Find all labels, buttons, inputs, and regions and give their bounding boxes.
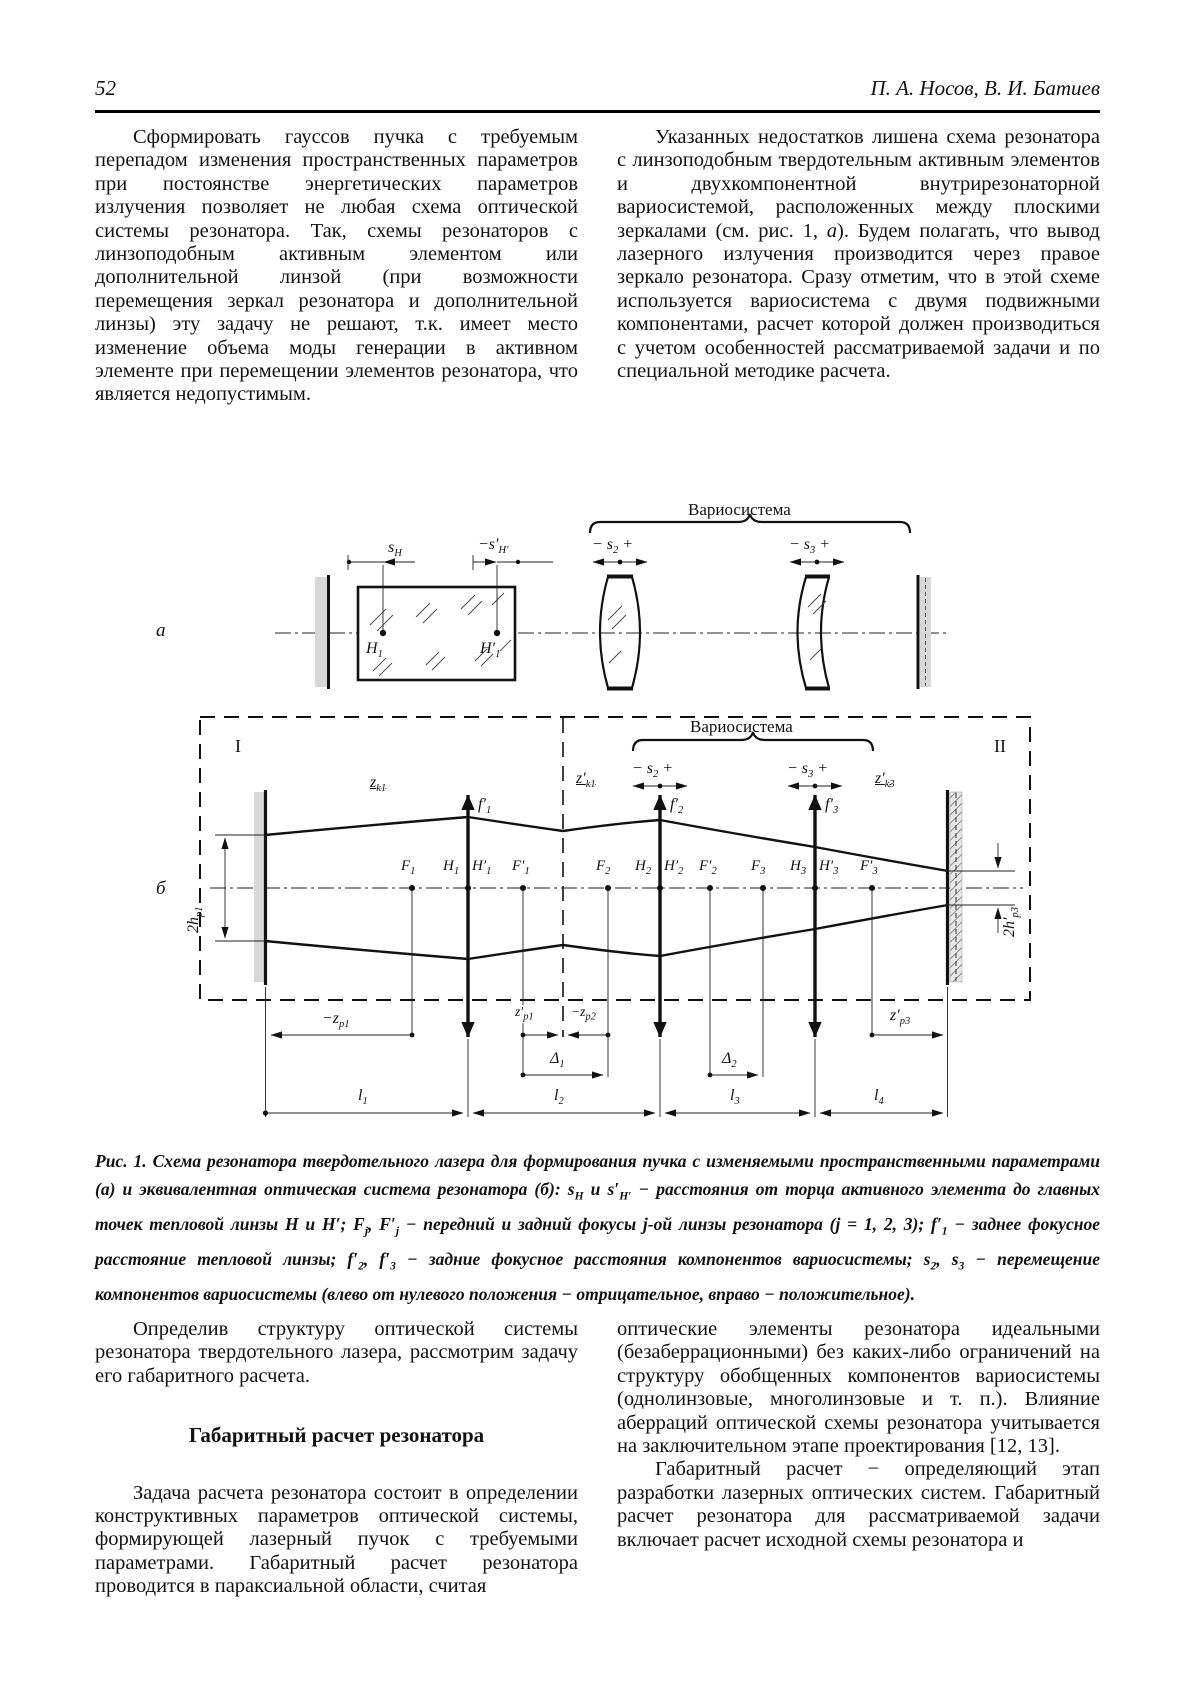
section-column-left xyxy=(95,1318,578,1599)
zp1-label: $-z_{p1}$ xyxy=(322,1010,350,1031)
2hp3-label: $2h'_{p3}$ xyxy=(1001,907,1022,937)
H2p-label: $H'_2$ xyxy=(664,858,684,877)
H3-label: $H_3$ xyxy=(790,858,807,877)
z-dimensions xyxy=(271,1033,943,1038)
zk1-label: $z_{k1}$ xyxy=(370,774,387,795)
extension-lines xyxy=(266,891,948,1117)
lens-meniscus xyxy=(798,577,831,689)
figure-caption: Рис. 1. Схема резонатора твердотельного лазера для формирования пучка с изменяемыми пространственными параметрами (а) и эквивалентная оптическая система резонатора (б): $s_H$ и $s'_{H'}$ − расстояния от торца активного элемента до главных точек тепловой линзы H и H′; $F_j$, $F'_j$ − передний и задний фокусы j-ой линзы резонатора (j = 1, 2, 3); $f'_1$ − заднее фокусное расстояние тепловой линзы; $f'_2$, $f'_3$ − задние фокусное расстояния компонентов вариосистемы; $s_2$, $s_3$ − перемещение компонентов вариосистемы (влево от нулевого положения − отрицательное, вправо − положительное). xyxy=(95,1151,1101,1304)
subfigure-a-label: а xyxy=(156,620,166,641)
2hp1-label: $2h_{p1}$ xyxy=(185,906,206,933)
s2-label-a: − $s_2$ + xyxy=(592,536,634,557)
zp1p-label: $z'_{p1}$ xyxy=(515,1004,534,1023)
beam-envelope-lower xyxy=(265,905,948,959)
header-rule xyxy=(95,110,1100,113)
l4-label: $l_4$ xyxy=(874,1087,884,1108)
delta2-label: $\Delta_2$ xyxy=(722,1050,737,1071)
region-II-label: II xyxy=(994,736,1006,756)
H2-label: $H_2$ xyxy=(635,858,652,877)
section-heading: Габаритный расчет резонатора xyxy=(188,1423,485,1448)
zp2-label: $-z_{p2}$ xyxy=(571,1004,596,1023)
H1-label-b: $H_1$ xyxy=(443,858,460,877)
l2-label: $l_2$ xyxy=(554,1087,564,1108)
f3p-label: $f'_3$ xyxy=(825,796,839,817)
H1p-label-b: $H'_1$ xyxy=(472,858,492,877)
intro-right-paragraph: Указанных недостатков лишена схема резонатора с линзоподобным твердотельным активным элементов и двухкомпонентной внутрирезонаторной вариосистемой, расположенных между плоскими зеркалами (см. рис. 1, а). Будем полагать, что вывод лазерного излучения производится через правое зеркало резонатора. Сразу отметим, что в этой схеме используется вариосистема с двумя подвижными компонентами, расчет которой должен производиться с учетом особенностей рассматриваемой задачи и по специальной методике расчета. xyxy=(617,126,1100,383)
point-H1-a xyxy=(380,630,386,636)
intro-column-left xyxy=(95,126,578,407)
length-dimensions xyxy=(263,1110,943,1115)
H1-label-a: $H_1$ xyxy=(366,640,383,661)
vario-label-a: Вариосистема xyxy=(688,500,791,519)
region-I-label: I xyxy=(235,736,241,756)
delta1-label: $\Delta_1$ xyxy=(550,1050,565,1071)
authors: П. А. Носов, В. И. Батиев xyxy=(870,76,1100,100)
F2p-label: $F'_2$ xyxy=(699,858,717,877)
F3-label: $F_3$ xyxy=(751,858,766,877)
sHp-label: $-s'_{H'}$ xyxy=(478,536,509,557)
mirror-left-b xyxy=(254,792,264,982)
vario-label-b: Вариосистема xyxy=(690,717,793,736)
zk1p-label: $z'_{k1}$ xyxy=(576,770,596,791)
l3-label: $l_3$ xyxy=(730,1087,740,1108)
sH-label: $s_H$ xyxy=(388,539,402,560)
F3p-label: $F'_3$ xyxy=(860,858,878,877)
section-left-paragraph-1: Определив структуру оптической системы резонатора твердотельного лазера, рассмотрим задачу его габаритного расчета. xyxy=(95,1318,578,1387)
zk3p-label: $z'_{k3}$ xyxy=(875,770,895,791)
intro-column-right xyxy=(617,126,1100,383)
equivalent-system-frame xyxy=(200,717,1030,1000)
page-number: 52 xyxy=(95,76,116,100)
zp3p-label: $z'_{p3}$ xyxy=(890,1007,911,1028)
intro-left-paragraph: Сформировать гауссов пучка с требуемым перепадом изменения пространственных параметров при постоянстве энергетических параметров излучения позволяет не любая схема оптической системы резонатора. Так, схемы резонаторов с линзоподобным активным элементом или дополнительной линзой (при возможности перемещения зеркал резонатора и дополнительной линзы) эту задачу не решают, т.к. имеет место изменение объема моды генерации в активном элементе при перемещении элементов резонатора, что является недопустимым. xyxy=(95,126,578,406)
s2-label-b: − $s_2$ + xyxy=(632,760,674,781)
lens-biconvex xyxy=(600,577,640,689)
H1p-label-a: $H'_1$ xyxy=(480,640,501,661)
F2-label: $F_2$ xyxy=(596,858,611,877)
section-column-right xyxy=(617,1318,1100,1552)
resonator-scheme-drawing xyxy=(130,455,1070,1135)
f2p-label: $f'_2$ xyxy=(670,796,684,817)
point-H1-prime-a xyxy=(494,630,500,636)
subfigure-b-label: б xyxy=(156,878,166,899)
l1-label: $l_1$ xyxy=(358,1087,368,1108)
f1p-label: $f'_1$ xyxy=(478,796,492,817)
figure-1 xyxy=(130,455,1070,1135)
section-left-paragraph-2: Задача расчета резонатора состоит в определении конструктивных параметров оптической системы, формирующей лазерный пучок с требуемыми параметрами. Габаритный расчет резонатора проводится в параксиальной области, считая xyxy=(95,1481,578,1598)
delta-dimensions xyxy=(521,1073,758,1078)
F1p-label: $F'_1$ xyxy=(512,858,530,877)
section-right-paragraph-2: Габаритный расчет − определяющий этап разработки лазерных оптических систем. Габаритный расчет резонатора для рассматриваемой задачи включает расчет исходной схемы резонатора и xyxy=(617,1458,1100,1551)
mirror-left-a xyxy=(315,577,327,687)
s3-label-b: − $s_3$ + xyxy=(787,760,829,781)
section-right-paragraph-1: оптические элементы резонатора идеальными (безаберрационными) без каких-либо ограничений на структуру обобщенных компонентов вариосистемы (однолинзовые, многолинзовые и т. п.). Влияние аберраций оптической схемы резонатора учитывается на заключительном этапе проектирования [12, 13]. xyxy=(617,1318,1100,1458)
F1-label: $F_1$ xyxy=(401,858,416,877)
H3p-label: $H'_3$ xyxy=(819,858,839,877)
s3-label-a: − $s_3$ + xyxy=(789,536,831,557)
